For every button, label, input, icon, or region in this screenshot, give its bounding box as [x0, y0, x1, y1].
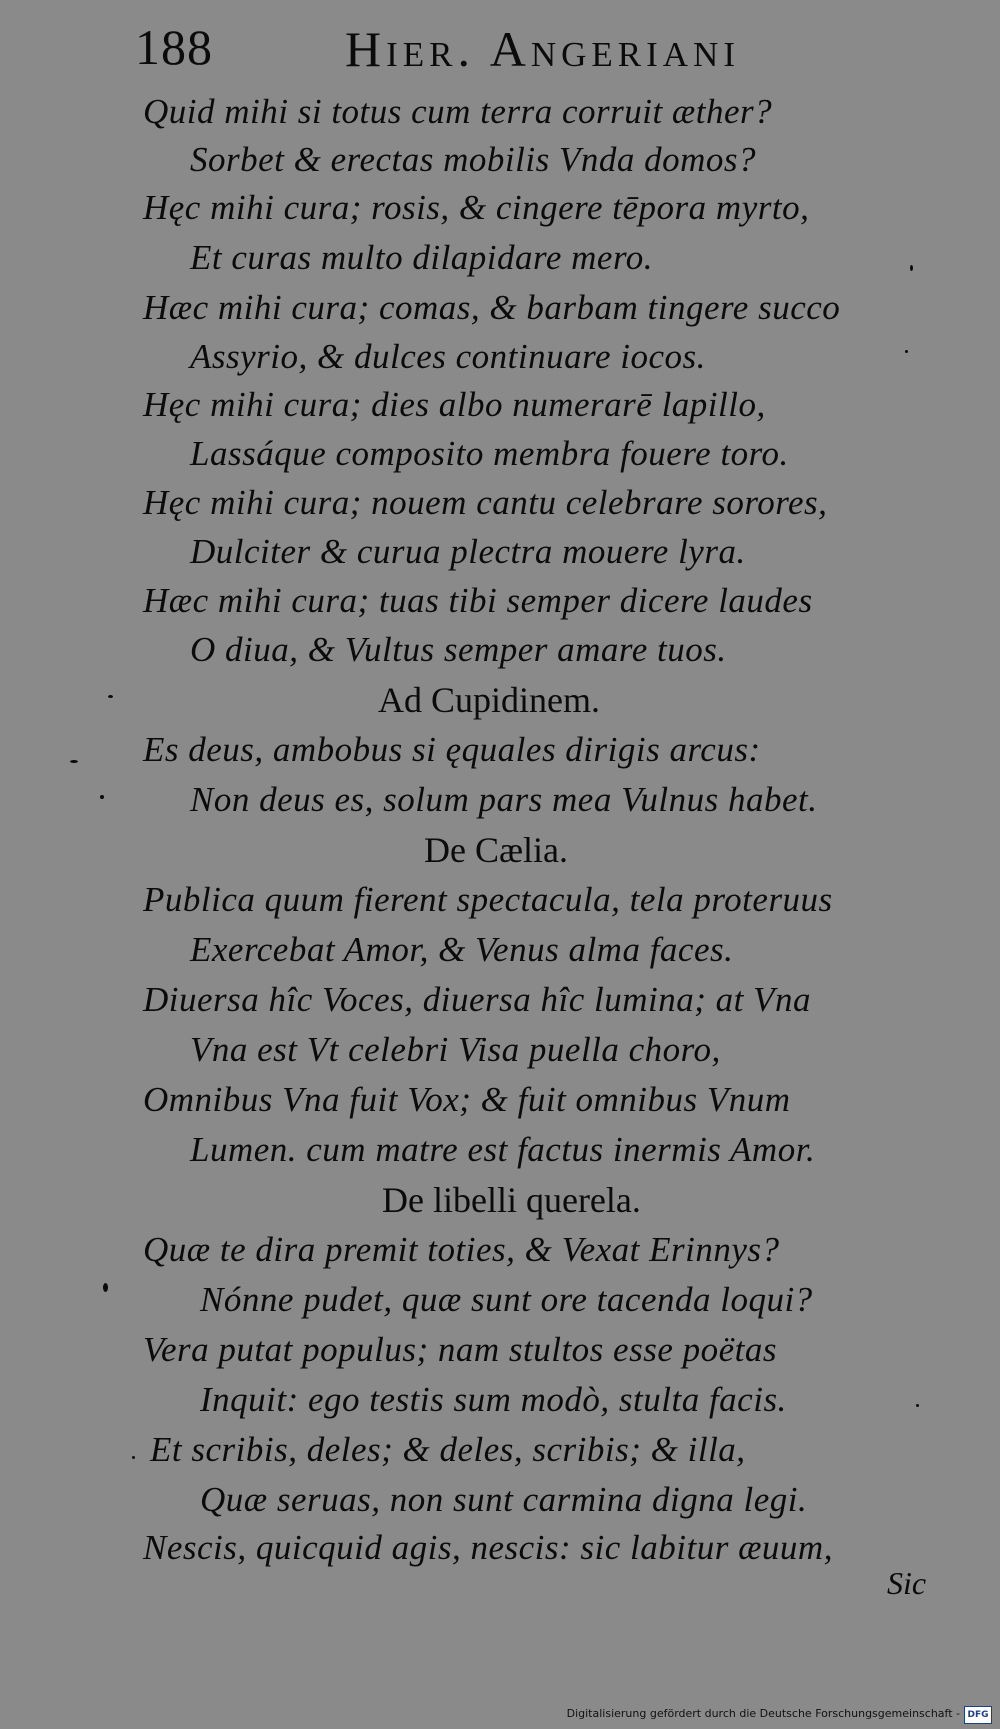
verse-line: Et scribis, deles; & deles, scribis; & illa,	[150, 1430, 746, 1469]
catchword: Sic	[887, 1565, 927, 1601]
section-heading: De libelli querela.	[382, 1180, 641, 1220]
verse-line: Hęc mihi cura; dies albo numerarē lapillo,	[143, 385, 766, 424]
verse-line: Nónne pudet, quæ sunt ore tacenda loqui?	[200, 1280, 813, 1319]
verse-line: Non deus es, solum pars mea Vulnus habet.	[190, 780, 818, 819]
page-number: 188	[135, 19, 213, 75]
running-head: Hier. Angeriani	[345, 21, 740, 77]
verse-line: Quæ te dira premit toties, & Vexat Erinnys?	[143, 1230, 780, 1269]
dfg-logo: DFG	[964, 1706, 992, 1724]
verse-line: Hęc mihi cura; rosis, & cingere tēpora myrto,	[143, 188, 810, 227]
verse-line: Quæ seruas, non sunt carmina digna legi.	[200, 1480, 808, 1519]
page-header	[135, 18, 855, 78]
verse-line: Quid mihi si totus cum terra corruit æther?	[143, 92, 773, 131]
scan-speck	[108, 695, 113, 698]
verse-line: O diua, & Vultus semper amare tuos.	[190, 630, 727, 669]
verse-line: Lassáque composito membra fouere toro.	[190, 434, 789, 473]
verse-line: Dulciter & curua plectra mouere lyra.	[190, 532, 746, 571]
scan-speck	[916, 1404, 919, 1407]
footer-credit: Digitalisierung gefördert durch die Deutsche Forschungsgemeinschaft -	[566, 1707, 960, 1720]
scan-speck	[70, 760, 78, 763]
section-heading: Ad Cupidinem.	[378, 680, 600, 720]
scan-speck	[905, 350, 908, 353]
verse-line: Sorbet & erectas mobilis Vnda domos?	[190, 140, 756, 179]
verse-line: Inquit: ego testis sum modò, stulta facis.	[200, 1380, 787, 1419]
verse-line: Omnibus Vna fuit Vox; & fuit omnibus Vnum	[143, 1080, 791, 1119]
scan-speck	[100, 795, 104, 799]
verse-line: Assyrio, & dulces continuare iocos.	[190, 337, 706, 376]
scan-speck	[103, 1283, 108, 1292]
scan-speck	[132, 1456, 135, 1459]
section-heading: De Cælia.	[424, 830, 568, 870]
verse-line: Publica quum fierent spectacula, tela proteruus	[143, 880, 833, 919]
verse-line: Exercebat Amor, & Venus alma faces.	[190, 930, 734, 969]
verse-line: Vna est Vt celebri Visa puella choro,	[190, 1030, 721, 1069]
verse-line: Lumen. cum matre est factus inermis Amor.	[190, 1130, 816, 1169]
verse-line: Es deus, ambobus si ęquales dirigis arcus:	[143, 730, 761, 769]
verse-line: Vera putat populus; nam stultos esse poëtas	[143, 1330, 777, 1369]
digitization-footer	[0, 1703, 1000, 1729]
verse-line: Hæc mihi cura; comas, & barbam tingere succo	[143, 288, 841, 327]
verse-line: Nescis, quicquid agis, nescis: sic labitur æuum,	[143, 1528, 833, 1567]
scan-speck	[910, 265, 913, 271]
verse-line: Hæc mihi cura; tuas tibi semper dicere laudes	[143, 581, 813, 620]
verse-line: Diuersa hîc Voces, diuersa hîc lumina; at Vna	[143, 980, 811, 1019]
verse-line: Et curas multo dilapidare mero.	[190, 238, 654, 277]
verse-line: Hęc mihi cura; nouem cantu celebrare sorores,	[143, 483, 828, 522]
